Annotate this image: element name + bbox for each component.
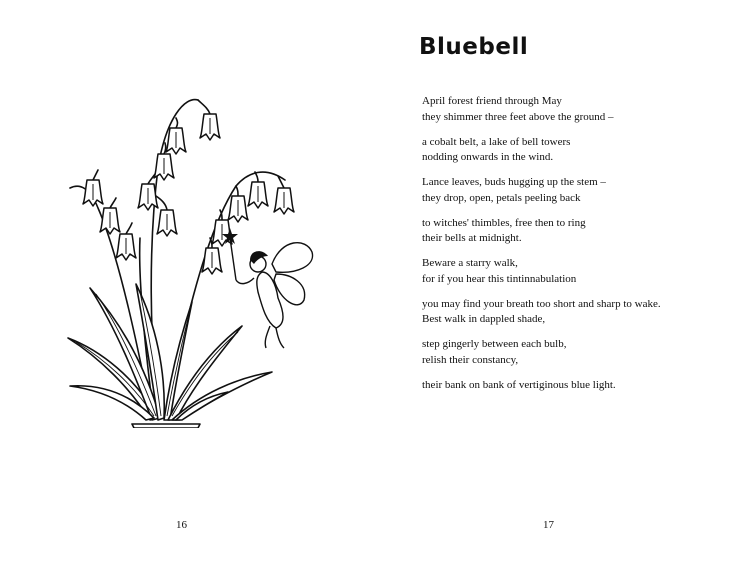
poem-line: nodding onwards in the wind.: [422, 151, 554, 163]
poem-line: to witches' thimbles, free then to ring: [422, 216, 586, 229]
poem-line: Best walk in dappled shade,: [422, 313, 546, 325]
page-number: 17: [543, 519, 554, 531]
poem-body: [422, 94, 722, 403]
poem-line: they shimmer three feet above the ground –: [422, 110, 614, 123]
bluebell-fairy-illustration: [40, 88, 330, 428]
page-number: 16: [176, 519, 187, 531]
poem-line: Lance leaves, buds hugging up the stem –: [422, 176, 606, 188]
stanza: [422, 135, 722, 166]
poem-line: April forest friend through May: [422, 95, 562, 107]
right-page: [365, 0, 731, 561]
poem-title: Bluebell: [419, 34, 529, 60]
poem-line: their bells at midnight.: [422, 232, 522, 244]
poem-line: relish their constancy,: [422, 353, 519, 366]
left-page: [0, 0, 365, 561]
stanza: [422, 337, 722, 368]
poem-line: you may find your breath too short and sharp to wake.: [422, 297, 661, 310]
stanza: [422, 175, 722, 206]
poem-line: their bank on bank of vertiginous blue light.: [422, 378, 616, 391]
poem-line: for if you hear this tintinnabulation: [422, 272, 577, 285]
poem-line: they drop, open, petals peeling back: [422, 191, 581, 204]
stanza: [422, 256, 722, 287]
stanza: [422, 216, 722, 247]
poem-line: step gingerly between each bulb,: [422, 338, 567, 350]
stanza: [422, 94, 722, 125]
stanza: [422, 378, 722, 394]
stanza: [422, 297, 722, 328]
poem-line: Beware a starry walk,: [422, 257, 518, 269]
poem-line: a cobalt belt, a lake of bell towers: [422, 135, 571, 148]
